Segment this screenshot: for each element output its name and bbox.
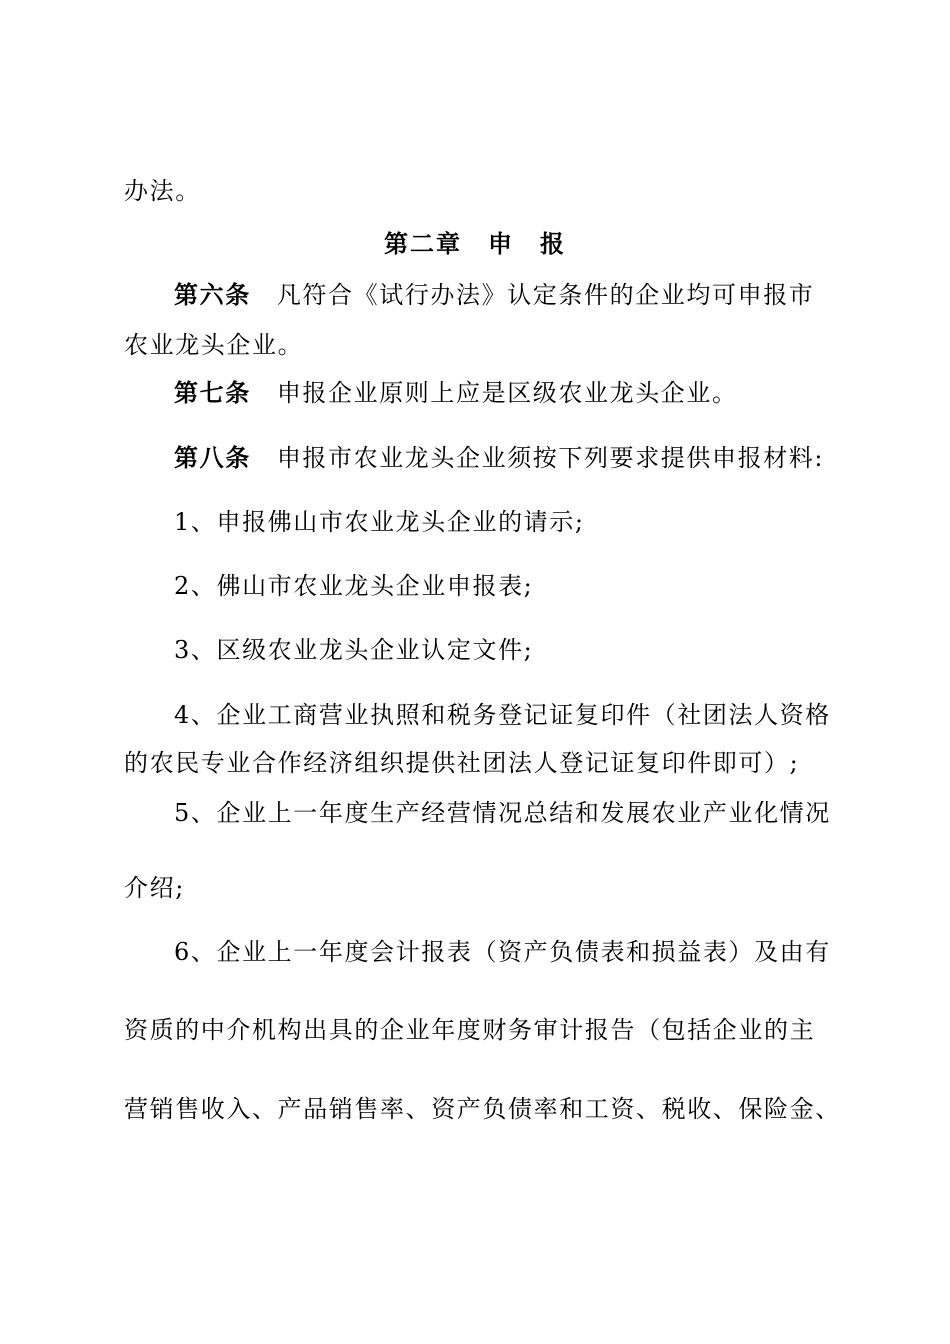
list-item-4: 4、企业工商营业执照和税务登记证复印件（社团法人资格 [174, 701, 831, 729]
article-6 [174, 280, 814, 310]
article-6-number: 第六条 [174, 280, 251, 309]
chapter-number: 第二章 [384, 229, 462, 258]
chapter-title-char-2: 报 [540, 229, 566, 258]
list-item-5-continuation: 介绍; [124, 874, 185, 902]
article-6-text: 凡符合《试行办法》认定条件的企业均可申报市 [276, 281, 815, 309]
list-item-3: 3、区级农业龙头企业认定文件; [174, 636, 534, 664]
paragraph-continuation: 办法。 [124, 177, 201, 205]
article-7-number: 第七条 [174, 378, 251, 407]
article-8-number: 第八条 [174, 443, 251, 472]
list-item-4-continuation: 的农民专业合作经济组织提供社团法人登记证复印件即可）; [124, 749, 800, 777]
list-item-2: 2、佛山市农业龙头企业申报表; [174, 572, 534, 600]
chapter-title-char-1: 申 [488, 229, 514, 258]
list-item-6-continuation-2: 营销售收入、产品销售率、资产负债率和工资、税收、保险金、 [124, 1095, 841, 1123]
article-8-text: 申报市农业龙头企业须按下列要求提供申报材料: [276, 444, 825, 472]
list-item-6: 6、企业上一年度会计报表（资产负债表和损益表）及由有 [174, 938, 831, 966]
list-item-5: 5、企业上一年度生产经营情况总结和发展农业产业化情况 [174, 799, 831, 827]
article-7 [174, 378, 738, 408]
chapter-heading [0, 229, 950, 259]
article-7-text: 申报企业原则上应是区级农业龙头企业。 [276, 379, 738, 407]
article-6-continuation: 农业龙头企业。 [124, 331, 304, 359]
list-item-1: 1、申报佛山市农业龙头企业的请示; [174, 508, 585, 536]
list-item-6-continuation-1: 资质的中介机构出具的企业年度财务审计报告（包括企业的主 [124, 1016, 816, 1044]
article-8 [174, 443, 824, 473]
